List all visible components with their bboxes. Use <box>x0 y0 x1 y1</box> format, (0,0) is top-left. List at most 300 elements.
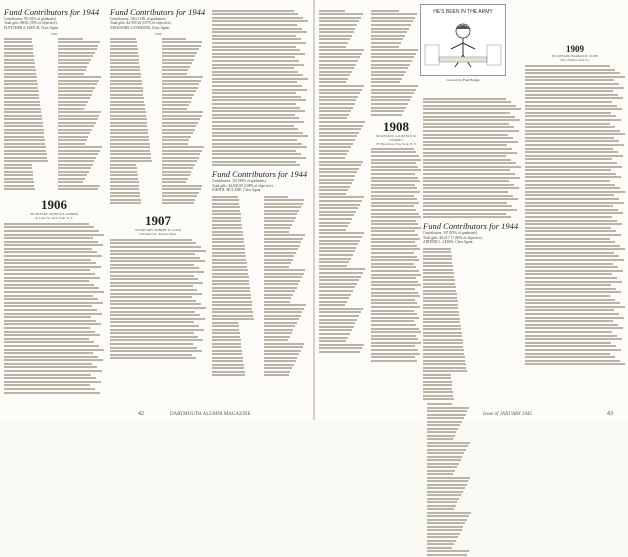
text-line-placeholder <box>371 263 414 265</box>
text-line-placeholder <box>212 96 301 98</box>
text-line-placeholder <box>319 189 348 191</box>
text-line-placeholder <box>4 136 44 138</box>
address-line: 175 Broadway, New York, N. Y. <box>375 141 417 146</box>
text-line-placeholder <box>4 139 45 141</box>
text-line-placeholder <box>212 346 241 348</box>
text-line-placeholder <box>319 326 354 328</box>
text-line-placeholder <box>371 31 407 33</box>
text-line-placeholder <box>58 59 91 61</box>
text-line-placeholder <box>319 347 362 349</box>
text-line-placeholder <box>212 301 252 303</box>
text-line-placeholder <box>212 364 244 366</box>
text-line-placeholder <box>319 286 355 288</box>
text-line-placeholder <box>4 87 38 89</box>
text-line-placeholder <box>4 280 89 282</box>
text-line-placeholder <box>162 181 186 183</box>
text-line-placeholder <box>427 473 453 475</box>
text-line-placeholder <box>423 130 519 132</box>
text-line-placeholder <box>319 53 362 55</box>
contributor-list <box>319 10 367 353</box>
text-line-placeholder <box>423 381 452 383</box>
text-line-placeholder <box>162 101 191 103</box>
text-line-placeholder <box>371 259 419 261</box>
text-line-placeholder <box>110 239 192 241</box>
text-line-placeholder <box>319 135 357 137</box>
text-line-placeholder <box>525 119 621 121</box>
text-line-placeholder <box>4 122 43 124</box>
text-line-placeholder <box>58 41 100 43</box>
text-line-placeholder <box>371 227 421 229</box>
text-line-placeholder <box>371 67 408 69</box>
text-line-placeholder <box>58 143 85 145</box>
text-line-placeholder <box>58 83 97 85</box>
column-heading: Fund Contributors for 1944 <box>423 221 519 232</box>
text-line-placeholder <box>110 336 198 338</box>
text-line-placeholder <box>371 53 416 55</box>
text-line-placeholder <box>58 111 101 113</box>
column-heading: Fund Contributors for 1944 <box>110 8 206 17</box>
text-line-placeholder <box>423 283 455 285</box>
text-line-placeholder <box>58 157 96 159</box>
text-line-placeholder <box>162 185 202 187</box>
text-line-placeholder <box>4 226 94 228</box>
text-line-placeholder <box>264 287 297 289</box>
text-line-placeholder <box>371 35 405 37</box>
text-line-placeholder <box>319 211 356 213</box>
text-line-placeholder <box>162 202 194 204</box>
text-line-placeholder <box>212 308 252 310</box>
class-year-heading: 1909 <box>566 44 584 54</box>
text-line-placeholder <box>212 231 243 233</box>
text-line-placeholder <box>58 136 88 138</box>
text-line-placeholder <box>319 35 352 37</box>
text-line-placeholder <box>110 83 142 85</box>
text-line-placeholder <box>371 284 421 286</box>
text-line-placeholder <box>110 278 198 280</box>
text-line-placeholder <box>319 125 363 127</box>
text-line-placeholder <box>110 195 140 197</box>
text-line-placeholder <box>427 554 467 556</box>
text-line-placeholder <box>423 332 462 334</box>
text-line-placeholder <box>427 438 453 440</box>
text-line-placeholder <box>264 290 295 292</box>
text-line-placeholder <box>319 74 350 76</box>
text-line-placeholder <box>525 335 617 337</box>
text-line-placeholder <box>212 357 243 359</box>
text-line-placeholder <box>319 344 364 346</box>
text-line-placeholder <box>525 133 625 135</box>
text-line-placeholder <box>427 491 463 493</box>
contributor-list <box>371 10 421 116</box>
text-line-placeholder <box>4 327 90 329</box>
text-line-placeholder <box>4 309 97 311</box>
text-line-placeholder <box>319 351 360 353</box>
text-line-placeholder <box>423 384 452 386</box>
text-line-placeholder <box>423 187 519 189</box>
text-line-placeholder <box>4 277 100 279</box>
text-line-placeholder <box>212 374 245 376</box>
text-line-placeholder <box>110 347 197 349</box>
text-line-placeholder <box>319 329 352 331</box>
text-line-placeholder <box>371 191 420 193</box>
class-year-heading: 1908 <box>383 118 409 134</box>
text-line-placeholder <box>319 290 353 292</box>
text-line-placeholder <box>319 117 347 119</box>
text-line-placeholder <box>371 274 421 276</box>
left-column-3 <box>212 8 308 378</box>
text-line-placeholder <box>110 150 150 152</box>
text-line-placeholder <box>212 290 250 292</box>
text-line-placeholder <box>212 92 296 94</box>
text-line-placeholder <box>110 101 144 103</box>
right-column-3 <box>423 8 521 557</box>
text-line-placeholder <box>427 487 465 489</box>
text-line-placeholder <box>427 477 470 479</box>
text-line-placeholder <box>4 160 48 162</box>
text-line-placeholder <box>423 177 520 179</box>
text-line-placeholder <box>319 304 345 306</box>
text-line-placeholder <box>423 321 460 323</box>
text-line-placeholder <box>264 353 299 355</box>
text-line-placeholder <box>371 13 417 15</box>
text-line-placeholder <box>110 118 147 120</box>
text-line-placeholder <box>264 357 297 359</box>
contributor-list <box>212 194 308 378</box>
text-line-placeholder <box>427 501 457 503</box>
text-line-placeholder <box>4 143 45 145</box>
text-line-placeholder <box>319 186 350 188</box>
contributors-line: Contributors: 119 (98% of graduates). <box>212 179 267 184</box>
text-line-placeholder <box>110 296 192 298</box>
text-line-placeholder <box>58 122 96 124</box>
text-line-placeholder <box>423 213 506 215</box>
text-line-placeholder <box>525 345 616 347</box>
text-line-placeholder <box>4 341 94 343</box>
text-line-placeholder <box>212 280 249 282</box>
text-line-placeholder <box>110 153 151 155</box>
gifts-line: Total gifts: $4,005.00 (108% of objective). <box>212 183 274 188</box>
text-line-placeholder <box>110 87 143 89</box>
text-line-placeholder <box>319 71 352 73</box>
text-line-placeholder <box>212 10 294 12</box>
text-line-placeholder <box>4 255 102 257</box>
text-line-placeholder <box>212 339 241 341</box>
text-line-placeholder <box>212 164 300 166</box>
text-line-placeholder <box>371 159 421 161</box>
text-line-placeholder <box>525 198 619 200</box>
text-line-placeholder <box>319 114 349 116</box>
paragraph-block <box>525 65 625 365</box>
text-line-placeholder <box>4 52 33 54</box>
text-line-placeholder <box>110 94 143 96</box>
text-line-placeholder <box>264 308 304 310</box>
text-line-placeholder <box>162 132 193 134</box>
text-line-placeholder <box>319 56 360 58</box>
text-line-placeholder <box>371 353 420 355</box>
text-line-placeholder <box>264 343 304 345</box>
text-line-placeholder <box>371 331 421 333</box>
text-line-placeholder <box>264 301 290 303</box>
text-line-placeholder <box>319 121 365 123</box>
text-line-placeholder <box>58 108 84 110</box>
contributor-list <box>423 246 521 557</box>
text-line-placeholder <box>525 227 611 229</box>
text-line-placeholder <box>110 339 203 341</box>
text-line-placeholder <box>525 216 612 218</box>
text-line-placeholder <box>427 435 455 437</box>
text-line-placeholder <box>525 97 623 99</box>
paragraph-block <box>423 98 521 219</box>
text-line-placeholder <box>371 92 414 94</box>
text-line-placeholder <box>212 110 305 112</box>
text-line-placeholder <box>4 185 34 187</box>
text-line-placeholder <box>110 122 147 124</box>
text-line-placeholder <box>371 277 416 279</box>
text-line-placeholder <box>58 167 91 169</box>
text-line-placeholder <box>110 38 136 40</box>
text-line-placeholder <box>212 203 239 205</box>
text-line-placeholder <box>58 153 98 155</box>
text-line-placeholder <box>423 209 517 211</box>
text-line-placeholder <box>371 256 417 258</box>
text-line-placeholder <box>423 353 464 355</box>
text-line-placeholder <box>423 198 518 200</box>
text-line-placeholder <box>58 97 90 99</box>
address-line: 45 Court St., New York, N. Y. <box>34 215 74 220</box>
text-line-placeholder <box>212 13 298 15</box>
text-line-placeholder <box>110 253 195 255</box>
text-line-placeholder <box>264 255 294 257</box>
text-line-placeholder <box>371 114 402 116</box>
contributor-list <box>110 36 206 206</box>
text-line-placeholder <box>162 164 195 166</box>
text-line-placeholder <box>110 55 139 57</box>
text-line-placeholder <box>58 129 92 131</box>
text-line-placeholder <box>319 301 347 303</box>
text-line-placeholder <box>427 512 471 514</box>
text-line-placeholder <box>4 90 39 92</box>
text-line-placeholder <box>212 304 252 306</box>
text-line-placeholder <box>525 263 613 265</box>
text-line-placeholder <box>423 314 459 316</box>
text-line-placeholder <box>525 356 615 358</box>
text-line-placeholder <box>371 356 415 358</box>
text-line-placeholder <box>264 210 299 212</box>
text-line-placeholder <box>371 202 419 204</box>
text-line-placeholder <box>525 72 620 74</box>
text-line-placeholder <box>371 60 412 62</box>
text-line-placeholder <box>110 157 151 159</box>
contributors-line: Contributors: 107 (85% of graduates). <box>423 231 478 236</box>
text-line-placeholder <box>525 79 614 81</box>
text-line-placeholder <box>212 311 253 313</box>
text-line-placeholder <box>525 151 618 153</box>
text-line-placeholder <box>264 224 292 226</box>
text-line-placeholder <box>110 167 137 169</box>
agent-line: FLETCHER A. HATCH, Class Agent. <box>4 25 60 30</box>
text-line-placeholder <box>427 540 456 542</box>
text-line-placeholder <box>162 129 195 131</box>
text-line-placeholder <box>371 220 416 222</box>
text-line-placeholder <box>427 459 461 461</box>
text-line-placeholder <box>110 285 193 287</box>
text-line-placeholder <box>4 287 99 289</box>
text-line-placeholder <box>423 148 512 150</box>
text-line-placeholder <box>110 250 206 252</box>
text-line-placeholder <box>4 111 41 113</box>
text-line-placeholder <box>162 136 191 138</box>
text-line-placeholder <box>110 90 143 92</box>
text-line-placeholder <box>110 129 148 131</box>
text-line-placeholder <box>427 508 454 510</box>
text-line-placeholder <box>212 287 250 289</box>
text-line-placeholder <box>212 121 304 123</box>
text-line-placeholder <box>264 213 297 215</box>
text-line-placeholder <box>212 153 301 155</box>
text-line-placeholder <box>371 177 418 179</box>
text-line-placeholder <box>319 96 358 98</box>
text-line-placeholder <box>319 276 361 278</box>
text-line-placeholder <box>162 76 203 78</box>
text-line-placeholder <box>427 515 469 517</box>
text-line-placeholder <box>371 317 419 319</box>
text-line-placeholder <box>4 62 35 64</box>
text-line-placeholder <box>427 522 465 524</box>
text-line-placeholder <box>4 331 95 333</box>
text-line-placeholder <box>423 105 516 107</box>
text-line-placeholder <box>4 48 33 50</box>
text-line-placeholder <box>58 104 86 106</box>
text-line-placeholder <box>4 284 94 286</box>
text-line-placeholder <box>319 311 361 313</box>
text-line-placeholder <box>371 292 418 294</box>
text-line-placeholder <box>264 238 303 240</box>
text-line-placeholder <box>4 251 97 253</box>
text-line-placeholder <box>525 112 611 114</box>
text-line-placeholder <box>371 148 414 150</box>
text-line-placeholder <box>110 111 146 113</box>
text-line-placeholder <box>319 157 345 159</box>
text-line-placeholder <box>423 304 458 306</box>
text-line-placeholder <box>525 266 618 268</box>
text-line-placeholder <box>423 205 512 207</box>
page-footer: Issue of JANUARY 1945 <box>483 412 532 417</box>
text-line-placeholder <box>4 223 89 225</box>
text-line-placeholder <box>212 294 251 296</box>
text-line-placeholder <box>4 359 103 361</box>
text-line-placeholder <box>110 59 139 61</box>
text-line-placeholder <box>427 442 470 444</box>
text-line-placeholder <box>371 360 417 362</box>
text-line-placeholder <box>110 202 141 204</box>
text-line-placeholder <box>525 220 617 222</box>
text-line-placeholder <box>525 349 621 351</box>
text-line-placeholder <box>319 67 354 69</box>
text-line-placeholder <box>162 188 201 190</box>
text-line-placeholder <box>423 255 452 257</box>
text-line-placeholder <box>319 261 349 263</box>
text-line-placeholder <box>212 238 244 240</box>
text-line-placeholder <box>110 181 139 183</box>
text-line-placeholder <box>371 110 404 112</box>
text-line-placeholder <box>423 258 452 260</box>
text-line-placeholder <box>427 424 460 426</box>
text-line-placeholder <box>212 143 302 145</box>
text-line-placeholder <box>319 265 347 267</box>
text-line-placeholder <box>212 146 307 148</box>
text-line-placeholder <box>423 169 510 171</box>
text-line-placeholder <box>4 101 40 103</box>
column-heading: Fund Contributors for 1944 <box>4 8 100 17</box>
text-line-placeholder <box>212 81 297 83</box>
text-line-placeholder <box>212 161 296 163</box>
text-line-placeholder <box>423 297 457 299</box>
text-line-placeholder <box>4 157 47 159</box>
text-line-placeholder <box>319 193 346 195</box>
text-line-placeholder <box>4 259 91 261</box>
text-line-placeholder <box>4 363 92 365</box>
year-label: 1905 <box>50 32 58 37</box>
text-line-placeholder <box>525 144 624 146</box>
text-line-placeholder <box>423 166 521 168</box>
text-line-placeholder <box>427 498 459 500</box>
text-line-placeholder <box>423 300 458 302</box>
text-line-placeholder <box>427 407 469 409</box>
text-line-placeholder <box>4 320 96 322</box>
text-line-placeholder <box>110 321 194 323</box>
contributors-line: Contributors: 95 (62% of graduates). <box>4 17 57 21</box>
text-line-placeholder <box>162 174 190 176</box>
text-line-placeholder <box>525 309 614 311</box>
text-line-placeholder <box>319 103 355 105</box>
text-line-placeholder <box>212 276 249 278</box>
text-line-placeholder <box>319 315 359 317</box>
text-line-placeholder <box>371 155 419 157</box>
text-line-placeholder <box>58 87 95 89</box>
text-line-placeholder <box>319 49 364 51</box>
text-line-placeholder <box>162 38 186 40</box>
text-line-placeholder <box>427 428 458 430</box>
text-line-placeholder <box>264 217 296 219</box>
text-line-placeholder <box>58 38 83 40</box>
text-line-placeholder <box>525 281 622 283</box>
secretary-line: SECRETARY, ROBERT D. LAUM <box>135 227 181 232</box>
text-line-placeholder <box>4 38 32 40</box>
text-line-placeholder <box>319 268 365 270</box>
text-line-placeholder <box>525 360 620 362</box>
text-line-placeholder <box>110 178 138 180</box>
gifts-line: Total gifts: $936: (39% of objective). <box>4 21 58 26</box>
text-line-placeholder <box>110 318 205 320</box>
text-line-placeholder <box>423 137 513 139</box>
text-line-placeholder <box>371 349 418 351</box>
text-line-placeholder <box>212 224 242 226</box>
text-line-placeholder <box>162 167 193 169</box>
text-line-placeholder <box>162 195 197 197</box>
text-line-placeholder <box>525 277 617 279</box>
text-line-placeholder <box>319 232 364 234</box>
text-line-placeholder <box>371 180 420 182</box>
text-line-placeholder <box>110 108 145 110</box>
text-line-placeholder <box>525 291 621 293</box>
text-line-placeholder <box>427 484 467 486</box>
text-line-placeholder <box>319 204 360 206</box>
text-line-placeholder <box>525 273 612 275</box>
text-line-placeholder <box>212 360 243 362</box>
text-line-placeholder <box>110 289 197 291</box>
text-line-placeholder <box>423 363 466 365</box>
text-line-placeholder <box>319 168 359 170</box>
